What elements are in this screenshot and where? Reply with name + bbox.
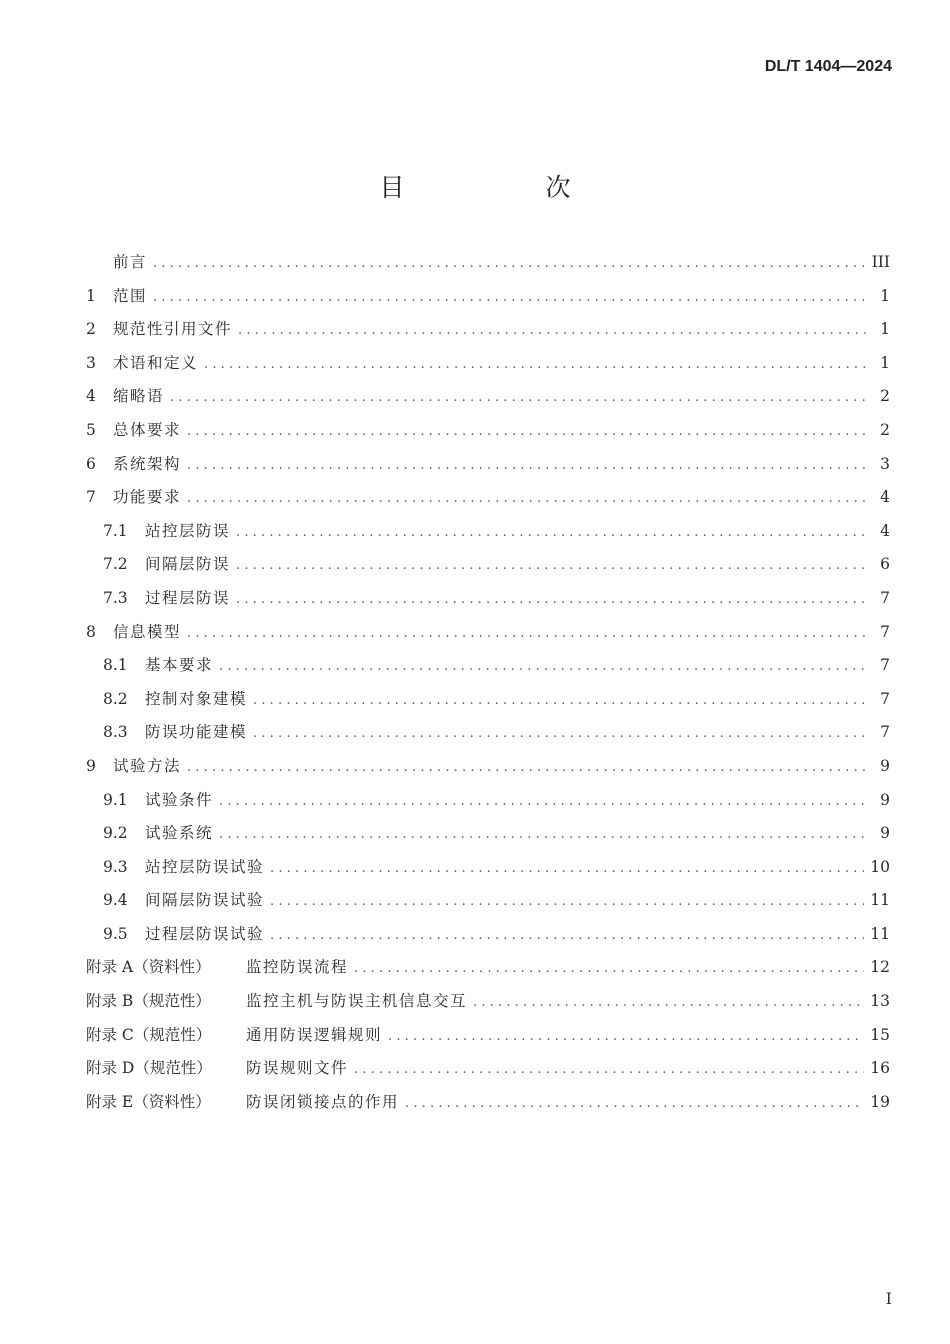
dot-leader xyxy=(270,852,864,886)
appendix-title: 监控主机与防误主机信息交互 xyxy=(246,992,468,1011)
appendix-label: 附录 A（资料性） xyxy=(86,958,211,977)
toc-entry-page: 4 xyxy=(880,488,890,507)
toc-entry-page: 1 xyxy=(880,286,890,305)
toc-entry-page: 4 xyxy=(880,521,890,540)
toc-entry-number: 7.2 xyxy=(103,555,128,574)
toc-appendix-entry[interactable] xyxy=(86,951,890,985)
toc-entry-title: 基本要求 xyxy=(145,656,214,675)
toc-entry[interactable] xyxy=(86,414,890,448)
dot-leader xyxy=(187,482,870,516)
appendix-label: 附录 C（规范性） xyxy=(86,1025,212,1044)
toc-entry-page: 7 xyxy=(880,656,890,675)
toc-entry-number: 9 xyxy=(86,756,96,775)
toc-entry-page: 6 xyxy=(880,555,890,574)
toc-entry-title: 过程层防误试验 xyxy=(145,924,265,943)
dot-leader xyxy=(219,785,870,819)
toc-entry[interactable] xyxy=(86,280,890,314)
toc-appendix-entry[interactable] xyxy=(86,1086,890,1120)
appendix-title: 防误闭锁接点的作用 xyxy=(246,1092,400,1111)
dot-leader xyxy=(354,952,864,986)
toc-entry-title: 间隔层防误 xyxy=(145,555,231,574)
dot-leader xyxy=(354,1053,864,1087)
toc-entry[interactable] xyxy=(86,515,890,549)
toc-entry-page: 2 xyxy=(880,420,890,439)
toc-entry[interactable] xyxy=(86,481,890,515)
toc-entry-number: 3 xyxy=(86,353,96,372)
toc-entry-number: 9.5 xyxy=(103,924,128,943)
toc-entry-title: 信息模型 xyxy=(113,622,182,641)
toc-entry-title: 控制对象建模 xyxy=(145,689,248,708)
toc-entry-number: 9.4 xyxy=(103,891,128,910)
toc-appendix-entry[interactable] xyxy=(86,1052,890,1086)
toc-entry-title: 规范性引用文件 xyxy=(113,320,233,339)
toc-entry-number: 8.1 xyxy=(103,656,128,675)
toc-entry-title: 总体要求 xyxy=(113,420,182,439)
toc-entry-title: 试验方法 xyxy=(113,756,182,775)
toc-entry-title: 范围 xyxy=(113,286,148,305)
toc-entry[interactable] xyxy=(86,616,890,650)
toc-entry-title: 术语和定义 xyxy=(113,353,199,372)
toc-heading: 目 次 xyxy=(379,173,629,202)
toc-entry-title: 系统架构 xyxy=(113,454,182,473)
toc-entry-title: 防误功能建模 xyxy=(145,723,248,742)
appendix-label: 附录 D（规范性） xyxy=(86,1059,212,1078)
toc-entry-number: 7.1 xyxy=(103,521,128,540)
dot-leader xyxy=(153,247,866,281)
toc-entry-number: 1 xyxy=(86,286,96,305)
toc-entry[interactable] xyxy=(86,246,890,280)
toc-entry-number: 7.3 xyxy=(103,588,128,607)
dot-leader xyxy=(236,549,870,583)
dot-leader xyxy=(388,1020,864,1054)
appendix-title: 监控防误流程 xyxy=(246,958,349,977)
toc-entry-page: 1 xyxy=(880,353,890,372)
dot-leader xyxy=(187,617,870,651)
dot-leader xyxy=(236,516,870,550)
toc-entry-number: 8 xyxy=(86,622,96,641)
toc-entry[interactable] xyxy=(86,313,890,347)
toc-entry-number: 5 xyxy=(86,420,96,439)
dot-leader xyxy=(219,818,870,852)
toc-entry[interactable] xyxy=(86,448,890,482)
toc-entry-page: 7 xyxy=(880,689,890,708)
toc-entry[interactable] xyxy=(86,582,890,616)
dot-leader xyxy=(405,1087,864,1121)
toc-entry-page: 9 xyxy=(880,756,890,775)
toc-entry-page: 7 xyxy=(880,622,890,641)
toc-entry-title: 试验条件 xyxy=(145,790,214,809)
appendix-title: 通用防误逻辑规则 xyxy=(246,1025,383,1044)
dot-leader xyxy=(253,684,870,718)
toc-entry[interactable] xyxy=(86,750,890,784)
toc-entry-number: 6 xyxy=(86,454,96,473)
toc-entry-page: 3 xyxy=(880,454,890,473)
dot-leader xyxy=(270,919,864,953)
table-of-contents xyxy=(86,246,890,1119)
toc-entry[interactable] xyxy=(86,380,890,414)
toc-entry-title: 功能要求 xyxy=(113,488,182,507)
toc-entry-number: 8.3 xyxy=(103,723,128,742)
toc-entry-page: 11 xyxy=(870,891,890,910)
dot-leader xyxy=(238,314,870,348)
appendix-page: 16 xyxy=(870,1059,890,1078)
toc-entry-page: 2 xyxy=(880,387,890,406)
toc-entry-page: 1 xyxy=(880,320,890,339)
dot-leader xyxy=(187,449,870,483)
dot-leader xyxy=(219,650,870,684)
toc-entry[interactable] xyxy=(86,683,890,717)
appendix-page: 15 xyxy=(870,1025,890,1044)
dot-leader xyxy=(170,381,870,415)
toc-entry[interactable] xyxy=(86,918,890,952)
appendix-label: 附录 E（资料性） xyxy=(86,1092,211,1111)
toc-entry-number: 9.1 xyxy=(103,790,128,809)
toc-entry-page: 11 xyxy=(870,924,890,943)
toc-entry-page: 7 xyxy=(880,588,890,607)
toc-entry[interactable] xyxy=(86,716,890,750)
toc-entry-page: 9 xyxy=(880,824,890,843)
toc-entry-number: 4 xyxy=(86,387,96,406)
dot-leader xyxy=(236,583,870,617)
appendix-page: 13 xyxy=(870,992,890,1011)
toc-entry-title: 前言 xyxy=(113,253,148,271)
toc-entry[interactable] xyxy=(86,784,890,818)
toc-appendix-entry[interactable] xyxy=(86,1019,890,1053)
appendix-page: 12 xyxy=(870,958,890,977)
toc-entry-number: 9.3 xyxy=(103,857,128,876)
toc-entry-title: 试验系统 xyxy=(145,824,214,843)
dot-leader xyxy=(473,986,864,1020)
toc-entry[interactable] xyxy=(86,817,890,851)
dot-leader xyxy=(187,415,870,449)
toc-entry-title: 间隔层防误试验 xyxy=(145,891,265,910)
toc-entry-title: 缩略语 xyxy=(113,387,165,406)
toc-entry-title: 过程层防误 xyxy=(145,588,231,607)
toc-entry-number: 8.2 xyxy=(103,689,128,708)
toc-entry-page: III xyxy=(871,253,890,271)
toc-entry-number: 7 xyxy=(86,488,96,507)
dot-leader xyxy=(153,281,870,315)
dot-leader xyxy=(187,751,870,785)
appendix-label: 附录 B（规范性） xyxy=(86,992,211,1011)
dot-leader xyxy=(204,348,870,382)
appendix-page: 19 xyxy=(870,1092,890,1111)
appendix-title: 防误规则文件 xyxy=(246,1059,349,1078)
toc-entry-number: 9.2 xyxy=(103,824,128,843)
toc-entry[interactable] xyxy=(86,884,890,918)
page-folio: I xyxy=(885,1289,892,1308)
dot-leader xyxy=(253,717,870,751)
toc-entry-number: 2 xyxy=(86,320,96,339)
toc-entry[interactable] xyxy=(86,649,890,683)
dot-leader xyxy=(270,885,864,919)
toc-entry[interactable] xyxy=(86,851,890,885)
document-code: DL/T 1404—2024 xyxy=(764,58,892,75)
toc-entry-page: 10 xyxy=(870,857,890,876)
toc-entry[interactable] xyxy=(86,347,890,381)
toc-entry-title: 站控层防误 xyxy=(145,521,231,540)
toc-entry-page: 9 xyxy=(880,790,890,809)
toc-entry[interactable] xyxy=(86,548,890,582)
toc-entry-page: 7 xyxy=(880,723,890,742)
toc-entry-title: 站控层防误试验 xyxy=(145,857,265,876)
toc-appendix-entry[interactable] xyxy=(86,985,890,1019)
